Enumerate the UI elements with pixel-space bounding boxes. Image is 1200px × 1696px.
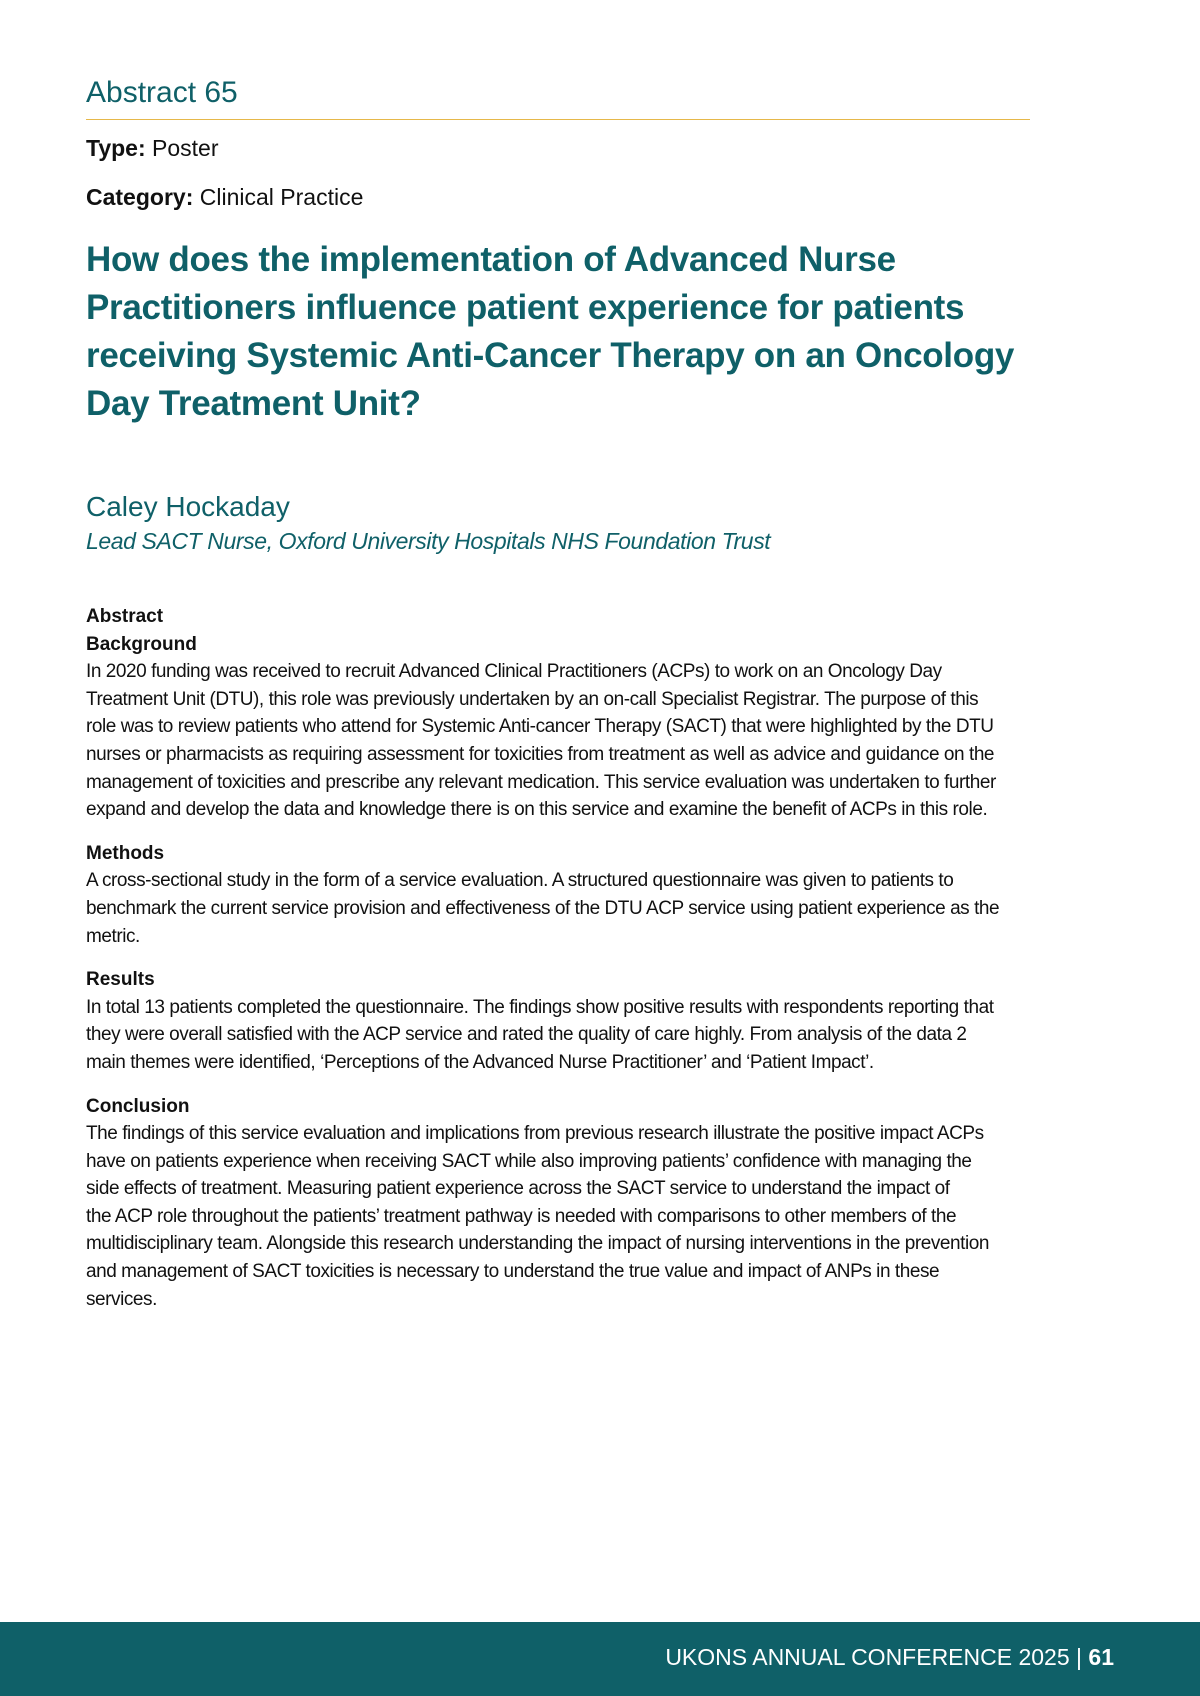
type-key: Type: xyxy=(86,135,146,161)
methods-heading: Methods xyxy=(86,842,165,864)
paragraph-line: nurses or pharmacists as requiring assessment for toxicities from treatment as well as advice and guidance on the xyxy=(86,743,995,765)
paragraph-line: benchmark the current service provision and effectiveness of the DTU ACP service using patient experience as the xyxy=(86,897,1000,919)
paragraph-line: side effects of treatment. Measuring patient experience across the SACT service to understand the impact of xyxy=(86,1178,950,1200)
abstract-number: Abstract 65 xyxy=(86,76,238,109)
conclusion-section xyxy=(86,1093,1030,1314)
title-line: Practitioners influence patient experience for patients xyxy=(86,288,965,327)
background-section xyxy=(86,631,1030,824)
category-value: Clinical Practice xyxy=(199,184,364,210)
category-line xyxy=(86,184,363,211)
paragraph-line: main themes were identified, ‘Perceptions of the Advanced Nurse Practitioner’ and ‘Patient Impact’. xyxy=(86,1051,874,1073)
author-affiliation: Lead SACT Nurse, Oxford University Hospitals NHS Foundation Trust xyxy=(86,528,771,554)
paragraph-line: In 2020 funding was received to recruit Advanced Clinical Practitioners (ACPs) to work on an Oncology Day xyxy=(86,661,942,683)
type-line xyxy=(86,135,219,162)
title-line: Day Treatment Unit? xyxy=(86,384,421,423)
title-line: How does the implementation of Advanced Nurse xyxy=(86,240,896,279)
results-paragraph xyxy=(86,994,1030,1077)
footer-text xyxy=(665,1644,1114,1671)
methods-section xyxy=(86,840,1030,950)
page-footer xyxy=(0,1622,1200,1696)
paragraph-line: Treatment Unit (DTU), this role was previously undertaken by an on-call Specialist Registrar. The purpose of this xyxy=(86,688,979,710)
paragraph-line: the ACP role throughout the patients’ treatment pathway is needed with comparisons to other members of the xyxy=(86,1205,957,1227)
type-value: Poster xyxy=(152,135,219,161)
paragraph-line: expand and develop the data and knowledge there is on this service and examine the benefit of ACPs in this role. xyxy=(86,799,988,821)
author-name: Caley Hockaday xyxy=(86,491,290,522)
paragraph-line: role was to review patients who attend for Systemic Anti-cancer Therapy (SACT) that were highlighted by the DTU xyxy=(86,716,994,738)
results-section xyxy=(86,966,1030,1076)
paragraph-line: have on patients experience when receiving SACT while also improving patients’ confidence with managing the xyxy=(86,1150,972,1172)
abstract-heading: Abstract xyxy=(86,606,164,627)
title-line: receiving Systemic Anti-Cancer Therapy on an Oncology xyxy=(86,336,1015,375)
abstract-title xyxy=(86,236,1030,428)
paragraph-line: management of toxicities and prescribe any relevant medication. This service evaluation was undertaken to further xyxy=(86,771,996,793)
results-heading: Results xyxy=(86,969,155,991)
methods-paragraph xyxy=(86,867,1030,950)
paragraph-line: In total 13 patients completed the questionnaire. The findings show positive results with respondents reporting that xyxy=(86,996,994,1018)
paragraph-line: multidisciplinary team. Alongside this research understanding the impact of nursing interventions in the prevention xyxy=(86,1233,990,1255)
paragraph-line: and management of SACT toxicities is necessary to understand the true value and impact of ANPs in these xyxy=(86,1261,940,1283)
paragraph-line: services. xyxy=(86,1288,157,1310)
conference-name: UKONS ANNUAL CONFERENCE 2025 xyxy=(665,1644,1070,1670)
category-key: Category: xyxy=(86,184,194,210)
paragraph-line: A cross-sectional study in the form of a service evaluation. A structured questionnaire was given to patients to xyxy=(86,870,954,892)
background-heading: Background xyxy=(86,633,197,655)
header-divider xyxy=(86,119,1030,120)
paragraph-line: The findings of this service evaluation and implications from previous research illustrate the positive impact ACPs xyxy=(86,1123,984,1145)
paragraph-line: they were overall satisfied with the ACP service and rated the quality of care highly. From analysis of the data 2 xyxy=(86,1024,967,1046)
footer-separator: | xyxy=(1076,1644,1083,1670)
abstract-body xyxy=(86,603,1030,1313)
conclusion-heading: Conclusion xyxy=(86,1095,190,1117)
page-number: 61 xyxy=(1088,1644,1114,1670)
background-paragraph xyxy=(86,658,1030,824)
conclusion-paragraph xyxy=(86,1120,1030,1313)
paragraph-line: metric. xyxy=(86,925,140,947)
